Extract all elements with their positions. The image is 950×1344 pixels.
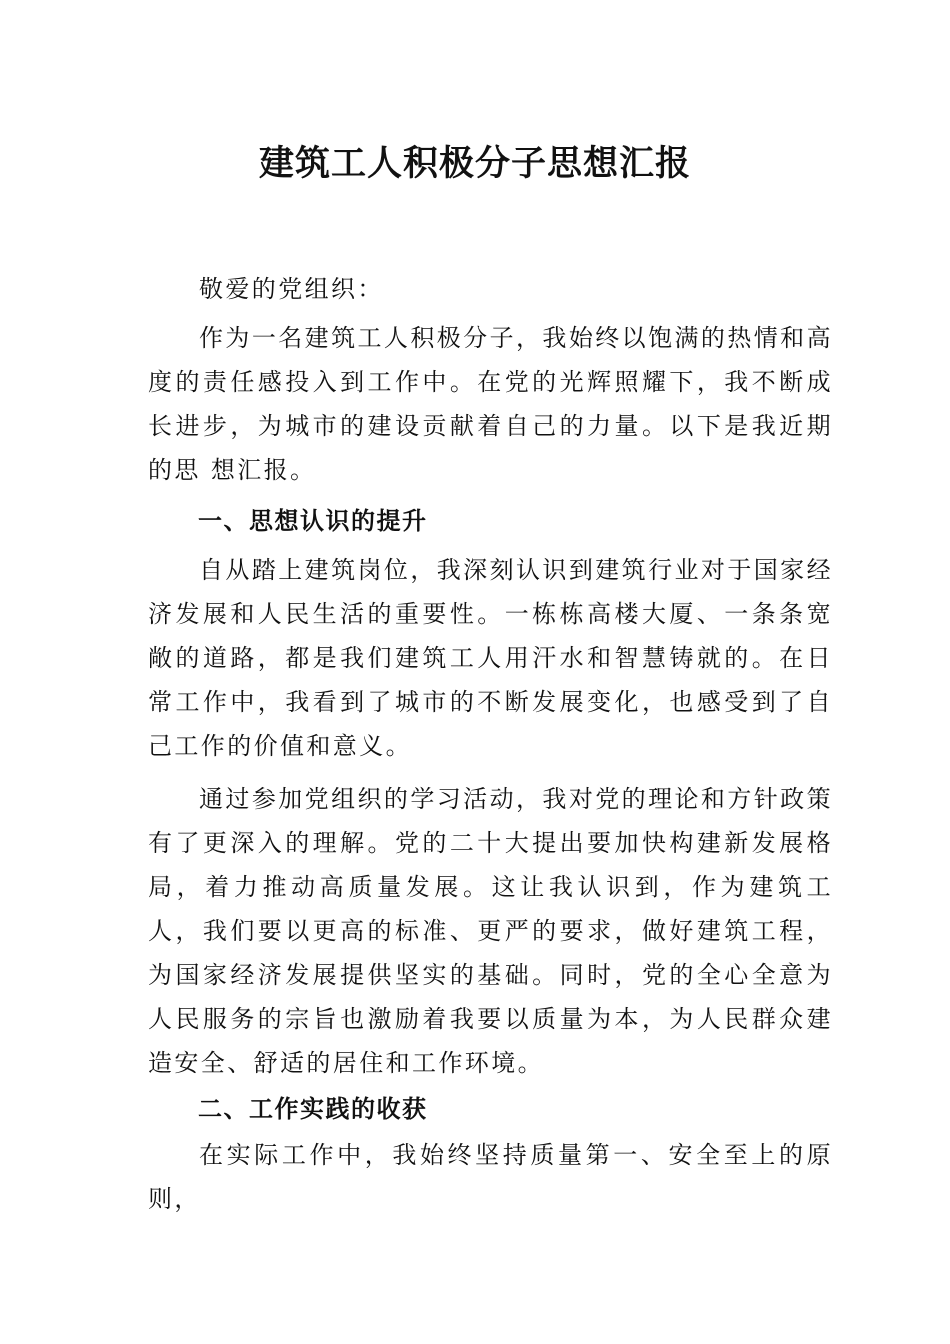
section-2-paragraph-1: 在实际工作中，我始终坚持质量第一、安全至上的原则，: [148, 1141, 833, 1213]
document-title: 建筑工人积极分子思想汇报: [258, 144, 691, 184]
section-1-paragraph-2: 通过参加党组织的学习活动，我对党的理论和方针政策有了更深入的理解。党的二十大提出要加快构建新发展格局，着力推动高质量发展。这让我认识到，作为建筑工人，我们要以更高的标准、更严的要求，做好建筑工程，为国家经济发展提供坚实的基础。同时，党的全心全意为人民服务的宗旨也激励着我要以质量为本，为人民群众建造安全、舒适的居住和工作环境。: [148, 785, 833, 1077]
section-1-heading: 一、思想认识的提升: [198, 507, 428, 535]
salutation: 敬爱的党组织：: [199, 275, 384, 303]
intro-paragraph: 作为一名建筑工人积极分子，我始终以饱满的热情和高度的责任感投入到工作中。在党的光辉照耀下，我不断成长进步，为城市的建设贡献着自己的力量。以下是我近期的思 想汇报。: [148, 324, 833, 484]
section-1-paragraph-1: 自从踏上建筑岗位，我深刻认识到建筑行业对于国家经济发展和人民生活的重要性。一栋栋高楼大厦、一条条宽敞的道路，都是我们建筑工人用汗水和智慧铸就的。在日常工作中，我看到了城市的不断发展变化，也感受到了自己工作的价值和意义。: [148, 556, 833, 760]
section-2-heading: 二、工作实践的收获: [198, 1095, 428, 1123]
